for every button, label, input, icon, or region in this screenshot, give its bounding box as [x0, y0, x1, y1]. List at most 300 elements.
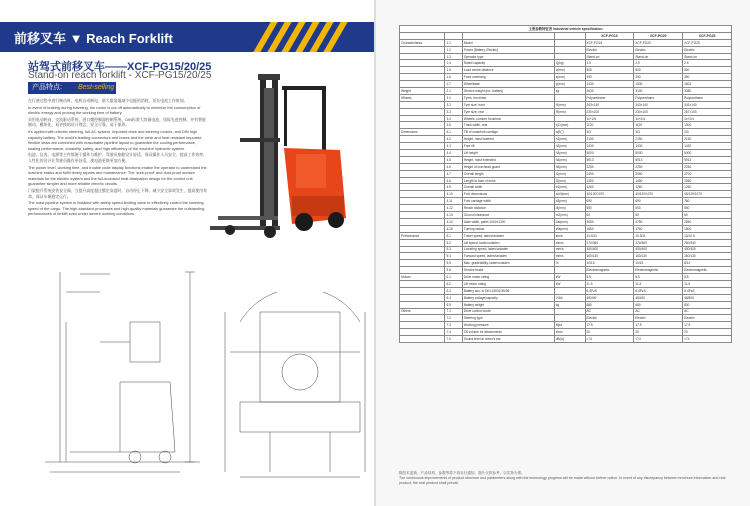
table-cell: 2850: [683, 218, 732, 225]
table-cell: <74: [683, 336, 732, 343]
table-cell: Φ(mm): [554, 108, 585, 115]
table-cell: [400, 315, 445, 322]
table-cell: [400, 108, 445, 115]
table-cell: 60: [634, 212, 683, 219]
table-cell: 550: [585, 205, 634, 212]
table-cell: Drive motor rating: [462, 274, 554, 281]
table-cell: Height of overhead guard: [462, 163, 554, 170]
table-cell: 3380: [683, 88, 732, 95]
table-row: [400, 163, 732, 170]
table-cell: Tyres, front/rear: [462, 94, 554, 101]
table-row: [400, 184, 732, 191]
right-page: [376, 0, 750, 506]
product-description: [28, 98, 208, 218]
table-row: [400, 53, 732, 60]
table-cell: Electromagnetic: [683, 267, 732, 274]
table-cell: 4.13: [445, 212, 462, 219]
table-cell: [400, 336, 445, 343]
table-cell: Height, mast lowered: [462, 136, 554, 143]
table-cell: XCF-PG25: [683, 39, 732, 46]
table-cell: [400, 287, 445, 294]
table-row: [400, 308, 732, 315]
banner-title-cn: 前移叉车: [14, 31, 67, 46]
table-cell: 6.4: [445, 294, 462, 301]
table-cell: mm/s: [554, 239, 585, 246]
table-cell: Wheels, number front/rear: [462, 115, 554, 122]
table-header-cell: [462, 32, 554, 39]
table-cell: 3.5: [445, 122, 462, 129]
table-row: [400, 46, 732, 53]
table-cell: 3.3: [445, 108, 462, 115]
table-cell: Max. gradeability, laden/unladen: [462, 260, 554, 267]
table-row: [400, 136, 732, 143]
table-cell: mm/s: [554, 253, 585, 260]
table-cell: kW: [554, 280, 585, 287]
banner-title: [14, 28, 173, 47]
table-row: [400, 88, 732, 95]
table-cell: [400, 60, 445, 67]
table-cell: Length to face of forks: [462, 177, 554, 184]
table-cell: Turning radius: [462, 225, 554, 232]
table-cell: Performance: [400, 232, 445, 239]
table-title: [400, 26, 732, 33]
table-cell: [554, 46, 585, 53]
table-cell: l1(mm): [554, 170, 585, 177]
table-cell: 17.5: [585, 322, 634, 329]
table-cell: 4.2: [445, 136, 462, 143]
table-cell: Steering type: [462, 315, 554, 322]
table-row: [400, 315, 732, 322]
table-cell: Height, mast extended: [462, 156, 554, 163]
table-cell: 3.4: [445, 115, 462, 122]
table-row: [400, 129, 732, 136]
table-cell: 8/12: [683, 260, 732, 267]
table-row: [400, 170, 732, 177]
table-cell: 7.3: [445, 322, 462, 329]
table-cell: [400, 225, 445, 232]
table-cell: s/e/l(mm): [554, 191, 585, 198]
table-cell: Dimensions: [400, 129, 445, 136]
table-cell: 5913: [634, 156, 683, 163]
table-row: [400, 81, 732, 88]
table-cell: [400, 280, 445, 287]
table-cell: kg: [554, 88, 585, 95]
table-cell: [554, 39, 585, 46]
table-cell: Rated capacity: [462, 60, 554, 67]
table-cell: XCF-PG15: [585, 39, 634, 46]
table-cell: Electromagnetic: [585, 267, 634, 274]
description-paragraph: 采用电动转向、交流驱动系统、进口微控制器控制系统、DIN标准大容量电池，国际先进控制，并有智能制动、模块化、易更换的设计理念，安全可靠，易于保养。: [28, 116, 206, 128]
table-cell: b3(mm): [554, 198, 585, 205]
feature-label: 产品特点:: [28, 82, 116, 94]
banner-title-en: Reach Forklift: [86, 31, 173, 46]
table-cell: Electric: [634, 46, 683, 53]
table-cell: 1x+2/4: [585, 115, 634, 122]
table-cell: 5.5: [683, 274, 732, 281]
table-cell: 5913: [585, 156, 634, 163]
table-cell: [400, 156, 445, 163]
table-cell: 1120: [585, 122, 634, 129]
table-cell: 1260: [683, 184, 732, 191]
table-title-cn: 主要参数特征表: [528, 27, 553, 32]
table-cell: 5.5: [445, 260, 462, 267]
table-cell: 1760: [634, 225, 683, 232]
table-cell: 390: [634, 74, 683, 81]
table-cell: [400, 239, 445, 246]
table-cell: [400, 81, 445, 88]
table-row: [400, 336, 732, 343]
table-cell: 500: [634, 67, 683, 74]
table-cell: 550: [634, 205, 683, 212]
table-cell: 11.5: [683, 280, 732, 287]
table-cell: Sound level at driver's ear: [462, 336, 554, 343]
title-banner: [0, 22, 374, 52]
table-cell: 4.1: [445, 129, 462, 136]
table-cell: 3/3: [634, 129, 683, 136]
table-cell: 5000: [634, 150, 683, 157]
table-cell: 450/400: [683, 246, 732, 253]
table-cell: 4.3: [445, 143, 462, 150]
table-cell: 390: [683, 74, 732, 81]
table-cell: Service weight (inc. battery): [462, 88, 554, 95]
table-cell: 1530: [634, 81, 683, 88]
table-cell: Polyurethane: [634, 94, 683, 101]
table-cell: 270/360: [634, 239, 683, 246]
table-cell: V/Ah: [554, 294, 585, 301]
table-cell: kW: [554, 274, 585, 281]
table-cell: 11.5: [634, 280, 683, 287]
table-cell: 2250: [634, 163, 683, 170]
table-row: [400, 122, 732, 129]
table-cell: 4.8: [445, 177, 462, 184]
table-cell: [400, 205, 445, 212]
table-row: [400, 225, 732, 232]
table-row: [400, 205, 732, 212]
table-cell: Φ(mm): [554, 101, 585, 108]
description-paragraph: The mast pipeline system is installed with safety speed-limiting valve to effectively control the lowering speed of the cargo. The high-standard processes and high-quality materials guarantee the outstanding performances of forklift even under severe working conditions.: [28, 200, 205, 217]
table-cell: Lowering speed, laden/unladen: [462, 246, 554, 253]
table-cell: Electric: [585, 315, 634, 322]
table-cell: 6-4PzS: [585, 287, 634, 294]
table-cell: [400, 212, 445, 219]
table-cell: 550: [683, 205, 732, 212]
table-cell: [400, 163, 445, 170]
table-cell: [400, 177, 445, 184]
table-cell: 5.5: [585, 274, 634, 281]
table-cell: Stand-on: [634, 53, 683, 60]
table-row: [400, 274, 732, 281]
table-cell: h3(mm): [554, 150, 585, 157]
table-cell: Lift speed, laden/unladen: [462, 239, 554, 246]
table-cell: %: [554, 260, 585, 267]
table-cell: α/β(°): [554, 129, 585, 136]
table-cell: 690: [634, 198, 683, 205]
table-cell: 1.2: [445, 46, 462, 53]
table-header-cell: [554, 32, 585, 39]
table-header-cell: XCF-PG20: [634, 32, 683, 39]
table-row: [400, 156, 732, 163]
description-paragraph: 在行驶过程中进行制动时，电机自动断电，最大限度地减少电能的消耗，延长电池工作时间。: [28, 98, 188, 103]
table-row: [400, 294, 732, 301]
table-cell: 267×100: [683, 108, 732, 115]
table-cell: Lift height: [462, 150, 554, 157]
table-cell: AC: [585, 308, 634, 315]
table-header-row: [400, 32, 732, 39]
table-cell: [400, 322, 445, 329]
table-cell: [400, 143, 445, 150]
table-cell: h6(mm): [554, 163, 585, 170]
table-cell: 20: [683, 329, 732, 336]
table-row: [400, 218, 732, 225]
table-row: [400, 115, 732, 122]
table-cell: 4.5: [445, 156, 462, 163]
table-cell: 7.2: [445, 315, 462, 322]
table-cell: 1.1: [445, 39, 462, 46]
table-cell: Others: [400, 308, 445, 315]
table-cell: 3.1: [445, 94, 462, 101]
table-cell: [400, 150, 445, 157]
table-cell: 4.11: [445, 198, 462, 205]
left-page: [0, 0, 374, 506]
table-cell: 2630: [585, 88, 634, 95]
table-cell: 4.14: [445, 218, 462, 225]
table-cell: 40/120/1070: [634, 191, 683, 198]
table-cell: 4.15: [445, 225, 462, 232]
table-cell: [400, 136, 445, 143]
table-cell: 1350: [585, 177, 634, 184]
table-row: [400, 60, 732, 67]
table-cell: 2.1: [445, 88, 462, 95]
table-cell: 2250: [585, 163, 634, 170]
table-cell: <74: [634, 336, 683, 343]
table-cell: Aisle width, pallet 1000×1200: [462, 218, 554, 225]
table-cell: Operator type: [462, 53, 554, 60]
table-cell: 6-4PzS: [683, 287, 732, 294]
table-cell: Polyurethane: [683, 94, 732, 101]
table-cell: 1x+2/4: [634, 115, 683, 122]
table-cell: 5913: [683, 156, 732, 163]
table-cell: 2150: [634, 136, 683, 143]
table-cell: 1602: [683, 81, 732, 88]
table-cell: 6.5: [445, 301, 462, 308]
table-cell: 48/400: [634, 294, 683, 301]
table-row: [400, 101, 732, 108]
table-cell: l4(mm): [554, 205, 585, 212]
table-row: [400, 150, 732, 157]
table-cell: 4.4: [445, 150, 462, 157]
table-cell: 500: [585, 67, 634, 74]
table-cell: Stand-on: [683, 53, 732, 60]
table-cell: kg: [554, 301, 585, 308]
table-cell: 2.5: [683, 60, 732, 67]
description-paragraph: It's applied with electric steering, full-AC system, imported drive and steering motors, and DIN high capacity battery. The world's leading connectors and hoses and the wear and heat resistant imported flexible seals are combined with reasonable pipeline layout to guarantee the cooling performance, sealing performance, durability, safety, and high efficiency of the machine hydraulic system.: [28, 128, 202, 151]
table-cell: Wheels: [400, 94, 445, 101]
table-cell: 343×140: [634, 101, 683, 108]
table-cell: 5000: [585, 150, 634, 157]
table-cell: c(mm): [554, 67, 585, 74]
table-cell: 390: [585, 74, 634, 81]
table-cell: 6-4PzS: [634, 287, 683, 294]
table-row: [400, 329, 732, 336]
table-cell: Front overhang: [462, 74, 554, 81]
table-cell: Wheelbase: [462, 81, 554, 88]
table-cell: [400, 329, 445, 336]
table-row: [400, 260, 732, 267]
table-cell: Polyurethane: [585, 94, 634, 101]
table-cell: l2(mm): [554, 177, 585, 184]
table-cell: 1300: [683, 122, 732, 129]
table-cell: Electric: [585, 46, 634, 53]
table-cell: 5.2: [445, 239, 462, 246]
table-cell: 680: [634, 301, 683, 308]
table-cell: 40/120/1070: [585, 191, 634, 198]
table-cell: Power (Battery, Electric): [462, 46, 554, 53]
table-cell: 450/400: [634, 246, 683, 253]
table-cell: [400, 294, 445, 301]
table-body: [400, 39, 732, 342]
table-cell: 11.5: [585, 280, 634, 287]
model-title-cn: 站驾式前移叉车——XCF-PG15/20/25: [28, 61, 212, 73]
table-cell: Lift motor rating: [462, 280, 554, 287]
table-cell: 5000: [683, 150, 732, 157]
table-cell: 500: [683, 67, 732, 74]
table-cell: 10/15: [634, 260, 683, 267]
table-header-cell: XCF-PG15: [585, 32, 634, 39]
footnote-cn: 随技术更新，产品结构、参数等将不再另行通知，图片仅供参考，以实物为准。: [399, 471, 525, 475]
table-cell: [400, 122, 445, 129]
table-cell: [400, 46, 445, 53]
best-selling-badge: Best-selling: [78, 84, 115, 91]
table-cell: [554, 287, 585, 294]
table-cell: Electric: [683, 46, 732, 53]
table-row: [400, 67, 732, 74]
table-cell: Battery weight: [462, 301, 554, 308]
table-cell: 5.1: [445, 232, 462, 239]
table-cell: Forward speed, laden/unladen: [462, 253, 554, 260]
table-header-cell: [445, 32, 462, 39]
table-cell: 230×100: [634, 108, 683, 115]
table-cell: 1800: [683, 225, 732, 232]
table-row: [400, 191, 732, 198]
table-row: [400, 198, 732, 205]
table-cell: km/h: [554, 232, 585, 239]
table-header-cell: XCF-PG25: [683, 32, 732, 39]
table-cell: [554, 53, 585, 60]
table-cell: Track width, rear: [462, 122, 554, 129]
table-cell: Free lift: [462, 143, 554, 150]
table-cell: 1x+2/4: [683, 115, 732, 122]
table-cell: 1.4: [445, 60, 462, 67]
table-title-en: Industrial vehicle specification: [553, 27, 603, 32]
table-cell: 2590: [634, 170, 683, 177]
table-row: [400, 239, 732, 246]
table-cell: 2750: [634, 218, 683, 225]
table-row: [400, 74, 732, 81]
table-cell: 2150: [585, 136, 634, 143]
table-cell: 10/10.5: [683, 232, 732, 239]
table-cell: Fork carriage width: [462, 198, 554, 205]
table-cell: 3.2: [445, 101, 462, 108]
table-cell: AC: [683, 308, 732, 315]
table-cell: 2250: [683, 163, 732, 170]
table-cell: Electromagnetic: [634, 267, 683, 274]
table-cell: 3100: [634, 88, 683, 95]
table-cell: 2150: [683, 136, 732, 143]
table-cell: [400, 198, 445, 205]
table-cell: 17.5: [634, 322, 683, 329]
specification-table: [399, 25, 732, 343]
table-cell: 760: [683, 198, 732, 205]
table-cell: [400, 101, 445, 108]
table-cell: Electric: [634, 315, 683, 322]
table-cell: 1550: [683, 177, 732, 184]
technical-drawing-top-view: [220, 292, 370, 482]
table-cell: 343×140: [585, 101, 634, 108]
table-cell: [554, 267, 585, 274]
table-cell: 1.7: [445, 81, 462, 88]
table-cell: [400, 253, 445, 260]
table-cell: Working pressure: [462, 322, 554, 329]
table-cell: 10.5/11: [585, 232, 634, 239]
forklift-product-image: [200, 68, 350, 256]
table-cell: 1.6: [445, 74, 462, 81]
table-row: [400, 322, 732, 329]
table-cell: 450/400: [585, 246, 634, 253]
table-cell: 10/15: [585, 260, 634, 267]
table-cell: Stand-on: [585, 53, 634, 60]
table-cell: 20: [585, 329, 634, 336]
table-cell: 7.5: [445, 336, 462, 343]
table-row: [400, 232, 732, 239]
table-cell: [400, 184, 445, 191]
table-row: [400, 267, 732, 274]
table-cell: 6.2: [445, 280, 462, 287]
table-cell: 160/130: [683, 253, 732, 260]
table-cell: Ast(mm): [554, 218, 585, 225]
table-cell: [400, 115, 445, 122]
table-cell: 343×140: [683, 101, 732, 108]
table-cell: 230×100: [585, 108, 634, 115]
table-title-row: [400, 26, 732, 33]
table-cell: Tilt of mast/fork carriage: [462, 129, 554, 136]
table-cell: 1260: [634, 184, 683, 191]
table-cell: 7.4: [445, 329, 462, 336]
table-cell: Reach distance: [462, 205, 554, 212]
table-row: [400, 143, 732, 150]
description-paragraph: 门架提升系统安装安全阀，当提升高度超过额定高度时，自动停止下降，减少安全事故发生，提高使用寿命，保证车辆稳定运行。: [28, 187, 207, 199]
table-cell: Model: [462, 39, 554, 46]
table-cell: 1.5: [585, 60, 634, 67]
table-cell: Characteristics: [400, 39, 445, 46]
table-cell: h4(mm): [554, 156, 585, 163]
table-cell: 4.6: [445, 163, 462, 170]
table-cell: [554, 308, 585, 315]
table-row: [400, 177, 732, 184]
table-cell: 17.5: [683, 322, 732, 329]
table-row: [400, 246, 732, 253]
table-cell: 6.1: [445, 274, 462, 281]
table-cell: 250/340: [683, 239, 732, 246]
table-row: [400, 108, 732, 115]
table-cell: Tyre size, rear: [462, 108, 554, 115]
table-cell: 5.6: [445, 267, 462, 274]
table-cell: [400, 260, 445, 267]
table-row: [400, 94, 732, 101]
table-cell: 3/3: [683, 129, 732, 136]
table-cell: 160/130: [585, 253, 634, 260]
table-cell: 4.7: [445, 170, 462, 177]
table-cell: 4.9: [445, 184, 462, 191]
